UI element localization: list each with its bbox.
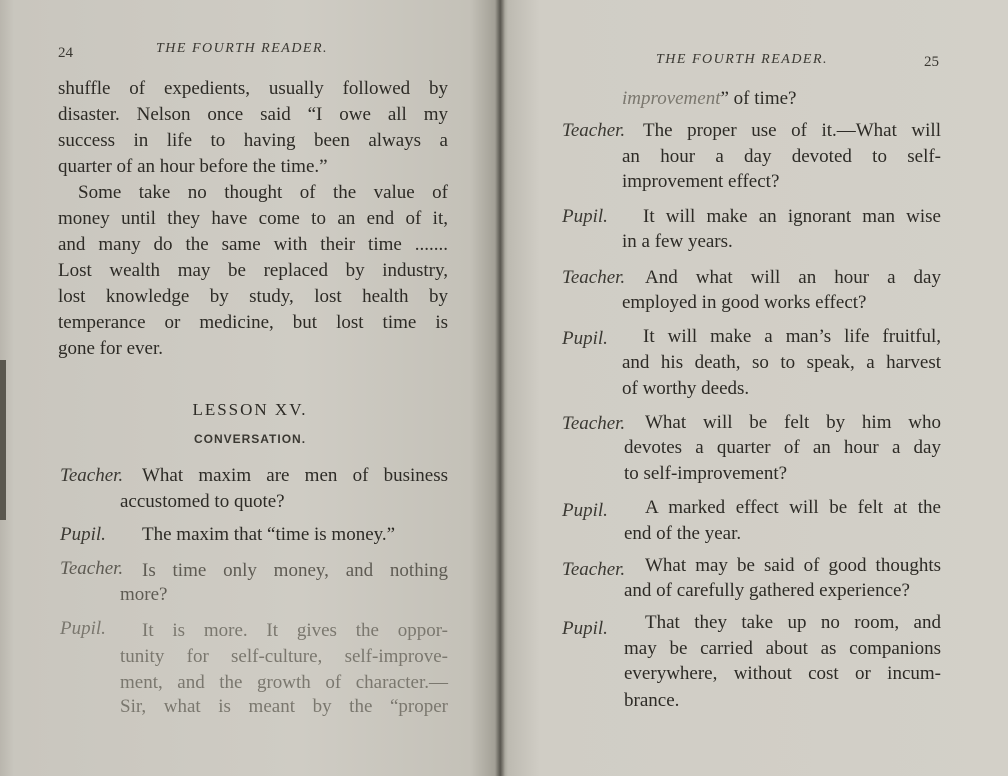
text-line: money until they have come to an end of it, [58, 208, 448, 229]
speaker-label: Teacher. [60, 558, 124, 579]
dialogue-line: employed in good works effect? [622, 292, 867, 313]
speaker-label: Pupil. [562, 206, 608, 227]
text-line: lost knowledge by study, lost health by [58, 286, 448, 307]
dialogue-line: The proper use of it.—What will [643, 120, 941, 141]
speaker-label: Pupil. [562, 618, 608, 639]
text-line: shuffle of expedients, usually followed by [58, 78, 448, 99]
running-head-left: THE FOURTH READER. [156, 41, 329, 56]
text-line: quarter of an hour before the time.” [58, 156, 328, 177]
dialogue-line: And what will an hour a day [645, 267, 941, 288]
dialogue-line: and his death, so to speak, a harvest [622, 352, 941, 373]
speaker-label: Pupil. [562, 328, 608, 349]
dialogue-line: tunity for self-culture, self-improve- [120, 646, 448, 667]
speaker-label: Teacher. [562, 413, 626, 434]
dialogue-line: It will make an ignorant man wise [643, 206, 941, 227]
right-page [500, 0, 1008, 776]
speaker-label: Pupil. [60, 618, 106, 639]
continuation-line [622, 88, 796, 110]
text-line: gone for ever. [58, 338, 163, 359]
dialogue-line: Sir, what is meant by the “proper [120, 696, 448, 717]
dialogue-line: an hour a day devoted to self- [622, 146, 941, 167]
dialogue-line: The maxim that “time is money.” [142, 524, 396, 545]
dialogue-line: more? [120, 584, 168, 605]
dialogue-line: improvement effect? [622, 171, 780, 192]
dialogue-line: A marked effect will be felt at the [645, 497, 941, 518]
text-line: Some take no thought of the value of [78, 182, 448, 203]
dialogue-line: It is more. It gives the oppor- [142, 620, 448, 641]
running-head-right: THE FOURTH READER. [656, 52, 829, 67]
continuation-text: ” of time? [720, 88, 797, 109]
speaker-label: Teacher. [562, 267, 626, 288]
left-page [0, 0, 500, 776]
dialogue-line: to self-improvement? [624, 463, 788, 484]
dialogue-line: may be carried about as companions [624, 638, 941, 659]
text-line: disaster. Nelson once said “I owe all my [58, 104, 448, 125]
dialogue-line: Is time only money, and nothing [142, 560, 448, 581]
dialogue-line: That they take up no room, and [645, 612, 941, 633]
page-number-left: 24 [58, 45, 73, 61]
speaker-label: Teacher. [562, 559, 626, 580]
dialogue-line: and of carefully gathered experience? [624, 580, 910, 601]
continuation-italic: improvement [622, 88, 721, 109]
dialogue-line: accustomed to quote? [120, 491, 285, 512]
speaker-label: Teacher. [562, 120, 626, 141]
dialogue-line: in a few years. [622, 231, 733, 252]
text-line: temperance or medicine, but lost time is [58, 312, 448, 333]
dialogue-line: everywhere, without cost or incum- [624, 663, 941, 684]
dialogue-line: It will make a man’s life fruitful, [643, 326, 941, 347]
dialogue-line: ment, and the growth of character.— [120, 672, 448, 693]
text-line: and many do the same with their time ....... [58, 234, 448, 255]
dialogue-line: What may be said of good thoughts [645, 555, 941, 576]
speaker-label: Pupil. [60, 524, 106, 545]
dialogue-line: devotes a quarter of an hour a day [624, 437, 941, 458]
lesson-subtitle: CONVERSATION. [193, 432, 307, 446]
dialogue-line: end of the year. [624, 523, 742, 544]
dialogue-line: of worthy deeds. [622, 378, 750, 399]
dialogue-line: brance. [624, 690, 680, 711]
text-line: Lost wealth may be replaced by industry, [58, 260, 448, 281]
dialogue-line: What will be felt by him who [645, 412, 941, 433]
lesson-title: LESSON XV. [192, 400, 308, 419]
speaker-label: Teacher. [60, 465, 124, 486]
text-line: success in life to having been always a [58, 130, 448, 151]
dialogue-line: What maxim are men of business [142, 465, 448, 486]
page-number-right: 25 [924, 54, 939, 70]
speaker-label: Pupil. [562, 500, 608, 521]
book-gutter [495, 0, 505, 776]
